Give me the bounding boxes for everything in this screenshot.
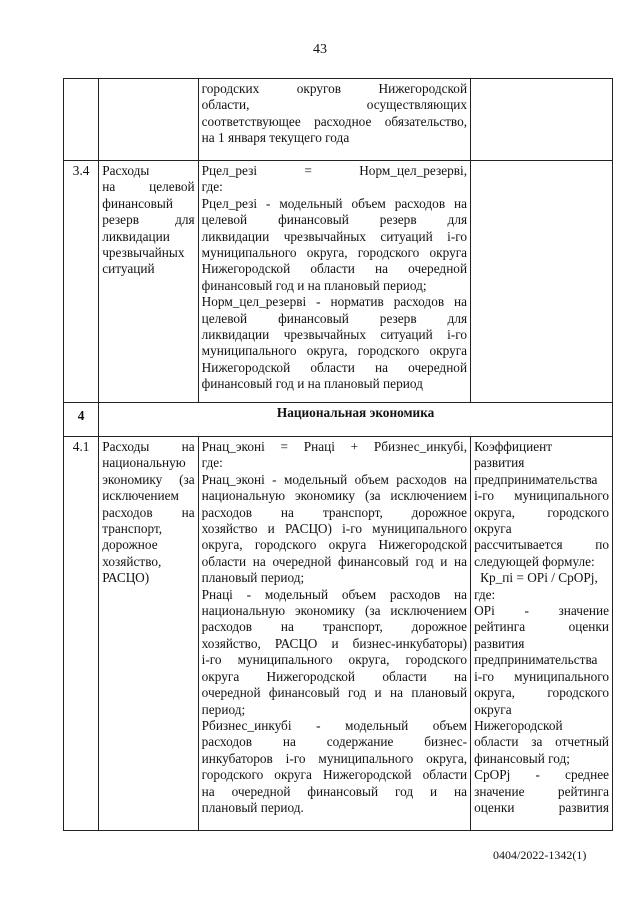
formula-line: Норм_цел_резервi - норматив расходов на: [201, 294, 468, 310]
formula-line: Рнацi - модельный объем расходов на: [201, 586, 468, 602]
formula-line: ликвидации чрезвычайных ситуаций i-го: [201, 228, 468, 244]
formula-line: Нижегородской области на очередной: [201, 261, 468, 277]
row-name-line: исключением: [102, 488, 179, 504]
formula-line: очередной финансовый год и на плановый: [201, 685, 468, 701]
formula-line: целевой финансовый резерв для: [201, 310, 468, 326]
notes-line: следующей формуле:: [474, 553, 595, 569]
notes-line: Нижегородской: [474, 717, 563, 733]
notes-cell: [471, 437, 613, 831]
formula-line: инкубаторов i-го муниципального округа,: [201, 750, 468, 766]
notes-line: предпринимательства: [474, 471, 598, 487]
notes-line: Коэффициент: [474, 439, 553, 454]
row-name-line: хозяйство,: [102, 553, 162, 569]
formula-line: плановый период;: [201, 570, 305, 586]
table-row-4-1: [64, 437, 613, 831]
table-row-continuation: [64, 79, 613, 161]
row-name-line: транспорт,: [102, 521, 163, 537]
notes-line: i-го муниципального: [474, 668, 609, 684]
notes-line: i-го муниципального: [474, 488, 609, 504]
notes-line: финансовый год;: [474, 750, 570, 766]
notes-line: округа, городского: [474, 504, 609, 520]
notes-cell: [471, 161, 613, 403]
formula-line: Рбизнес_инкубi - модельный объем: [201, 717, 468, 733]
row-name-line: резерв для: [102, 212, 195, 228]
notes-line: области за отчетный: [474, 734, 609, 750]
row-name-cell: [99, 79, 198, 161]
notes-line: рассчитывается по: [474, 537, 609, 553]
row-name-line: финансовый: [102, 195, 173, 211]
document-table: [63, 78, 613, 831]
notes-line: округа: [474, 701, 512, 717]
formula-line: Рцел_резі - модельный объем расходов на: [201, 195, 468, 211]
formula-line: Нижегородской области на очередной: [201, 359, 468, 375]
formula-line: округа Нижегородской области на: [201, 668, 468, 684]
notes-line: развития: [474, 635, 525, 651]
formula-line: i-го муниципального округа, городского: [201, 652, 468, 668]
formula-line: хозяйство, РАСЦО и бизнес-инкубаторы): [201, 635, 468, 651]
notes-line: оценки развития: [474, 799, 609, 815]
formula-cell: [198, 161, 470, 403]
formula-line: на 1 января текущего года: [201, 130, 350, 146]
notes-line: предпринимательства: [474, 652, 598, 668]
formula-line: национальную экономику (за исключением: [201, 603, 468, 619]
document-code: 0404/2022-1342(1): [493, 848, 587, 862]
page-number: 43: [313, 42, 327, 57]
notes-line: значение рейтинга: [474, 783, 609, 799]
formula-line: области на очередной финансовый год и на: [201, 553, 468, 569]
formula-line: национальную экономику (за исключением: [201, 488, 468, 504]
row-name-cell: [99, 437, 198, 831]
row-name-line: РАСЦО): [102, 570, 150, 586]
notes-line: округа: [474, 521, 512, 537]
formula-line: соответствующее расходное обязательство,: [201, 113, 468, 129]
formula-line: городского округа Нижегородской области: [201, 767, 468, 783]
formula-line: округа, городского округа Нижегородской: [201, 537, 468, 553]
row-name-line: расходов на: [102, 504, 195, 520]
notes-line: развития: [474, 455, 525, 471]
formula-line: где:: [201, 455, 223, 471]
section-title: Национальная экономика: [99, 403, 613, 437]
formula-line: на очередной финансовый год и на: [201, 783, 468, 799]
row-name-line: чрезвычайных: [102, 245, 185, 261]
formula-main: Рнац_эконі = Рнацi + Рбизнес_инкубi,: [201, 439, 468, 454]
formula-line: ликвидации чрезвычайных ситуаций i-го: [201, 327, 468, 343]
row-name-line: дорожное: [102, 537, 158, 553]
formula-main: Рцел_резі = Норм_цел_резервi,: [201, 163, 468, 178]
formula-line: плановый период.: [201, 799, 304, 815]
notes-line: СрОРj - среднее: [474, 767, 609, 783]
row-number: 4.1: [64, 437, 99, 831]
formula-line: период;: [201, 701, 246, 717]
row-name-line: Расходы: [102, 163, 150, 178]
table-row-section-4: [64, 403, 613, 437]
formula-line: финансовый год и на плановый период;: [201, 277, 427, 293]
row-name-cell: [99, 161, 198, 403]
notes-line: Кр_пi = ОРi / СрОРj,: [480, 570, 598, 586]
table-row-3-4: [64, 161, 613, 403]
formula-line: муниципального округа, городского округа: [201, 343, 468, 359]
row-name-line: экономику (за: [102, 471, 195, 487]
row-name-line: Расходы на: [102, 439, 195, 454]
row-number: 3.4: [64, 161, 99, 403]
row-name-line: ситуаций: [102, 261, 155, 277]
formula-line: области, осуществляющих: [201, 97, 468, 113]
formula-line: городских округов Нижегородской: [201, 81, 468, 96]
formula-line: целевой финансовый резерв для: [201, 212, 468, 228]
formula-line: расходов на содержание бизнес-: [201, 734, 468, 750]
formula-line: муниципального округа, городского округа: [201, 245, 468, 261]
row-name-line: ликвидации: [102, 228, 170, 244]
row-name-line: на целевой: [102, 179, 195, 195]
notes-line: ОРi - значение: [474, 603, 609, 619]
row-number-cell: [64, 79, 99, 161]
formula-cell: [198, 437, 470, 831]
formula-line: расходов на транспорт, дорожное: [201, 619, 468, 635]
formula-line: Рнац_эконі - модельный объем расходов на: [201, 471, 468, 487]
formula-line: хозяйство и РАСЦО) i-го муниципального: [201, 521, 468, 537]
formula-cell: [198, 79, 470, 161]
notes-line: округа, городского: [474, 685, 609, 701]
notes-cell: [471, 79, 613, 161]
formula-line: финансовый год и на плановый период: [201, 376, 423, 392]
section-number: 4: [64, 403, 99, 437]
row-name-line: национальную: [102, 455, 186, 471]
notes-line: где:: [474, 586, 496, 602]
notes-line: рейтинга оценки: [474, 619, 609, 635]
formula-line: где:: [201, 179, 223, 195]
formula-line: расходов на транспорт, дорожное: [201, 504, 468, 520]
